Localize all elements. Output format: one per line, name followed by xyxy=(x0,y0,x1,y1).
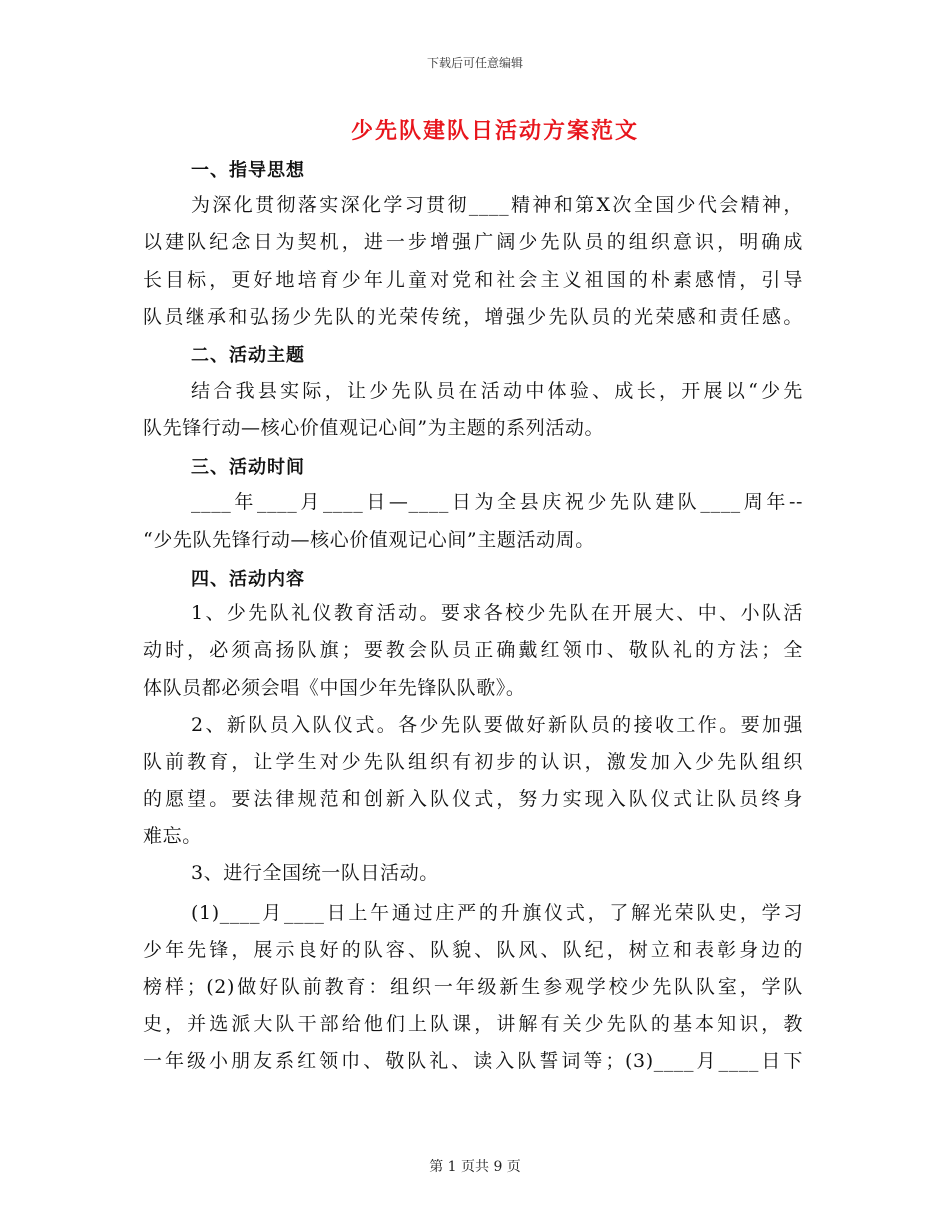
paragraph-line: 动时，必须高扬队旗；要教会队员正确戴红领巾、敬队礼的方法；全 xyxy=(143,639,803,661)
page-header-note: 下载后可任意编辑 xyxy=(426,56,523,70)
document-title: 少先队建队日活动方案范文 xyxy=(350,119,639,144)
section-heading-guiding-ideology: 一、指导思想 xyxy=(191,160,305,181)
section-heading-activity-content: 四、活动内容 xyxy=(191,569,305,590)
paragraph-line: 3、进行全国统一队日活动。 xyxy=(191,862,439,884)
paragraph-line: 的愿望。要法律规范和创新入队仪式，努力实现入队仪式让队员终身 xyxy=(143,788,803,810)
paragraph-line: 以建队纪念日为契机，进一步增强广阔少先队员的组织意识，明确成 xyxy=(143,231,803,253)
paragraph-line: 队前教育，让学生对少先队组织有初步的认识，激发加入少先队组织 xyxy=(143,751,803,773)
page-number-footer: 第 1 页共 9 页 xyxy=(429,1159,521,1175)
paragraph-line: 榜样；(2)做好队前教育：组织一年级新生参观学校少先队队室，学队 xyxy=(143,976,803,998)
paragraph-line: ____年____月____日—____日为全县庆祝少先队建队____周年-- xyxy=(191,491,803,513)
paragraph-line: 体队员都必须会唱《中国少年先锋队队歌》。 xyxy=(143,677,526,699)
paragraph-line: 为深化贯彻落实深化学习贯彻____精神和第X次全国少代会精神， xyxy=(191,194,803,216)
paragraph-line: 少年先锋，展示良好的队容、队貌、队风、队纪，树立和表彰身边的 xyxy=(143,939,803,961)
paragraph-line: 难忘。 xyxy=(143,825,202,847)
paragraph-line: 结合我县实际，让少先队员在活动中体验、成长，开展以“少先 xyxy=(191,380,803,402)
paragraph-line: 队先锋行动—核心价值观记心间”为主题的系列活动。 xyxy=(143,417,605,439)
paragraph-line: 史，并选派大队干部给他们上队课，讲解有关少先队的基本知识，教 xyxy=(143,1013,803,1035)
paragraph-line: 长目标，更好地培育少年儿童对党和社会主义祖国的朴素感情，引导 xyxy=(143,269,803,291)
paragraph-line: 2、新队员入队仪式。各少先队要做好新队员的接收工作。要加强 xyxy=(191,714,803,736)
paragraph-line: 一年级小朋友系红领巾、敬队礼、读入队誓词等；(3)____月____日下 xyxy=(143,1050,803,1072)
paragraph-line: 1、少先队礼仪教育活动。要求各校少先队在开展大、中、小队活 xyxy=(191,602,803,624)
section-heading-activity-time: 三、活动时间 xyxy=(191,457,305,478)
section-heading-activity-theme: 二、活动主题 xyxy=(191,345,305,366)
paragraph-line: “少先队先锋行动—核心价值观记心间”主题活动周。 xyxy=(143,529,595,551)
paragraph-line: 队员继承和弘扬少先队的光荣传统，增强少先队员的光荣感和责任感。 xyxy=(143,306,803,328)
paragraph-line: (1)____月____日上午通过庄严的升旗仪式，了解光荣队史，学习 xyxy=(191,902,803,924)
